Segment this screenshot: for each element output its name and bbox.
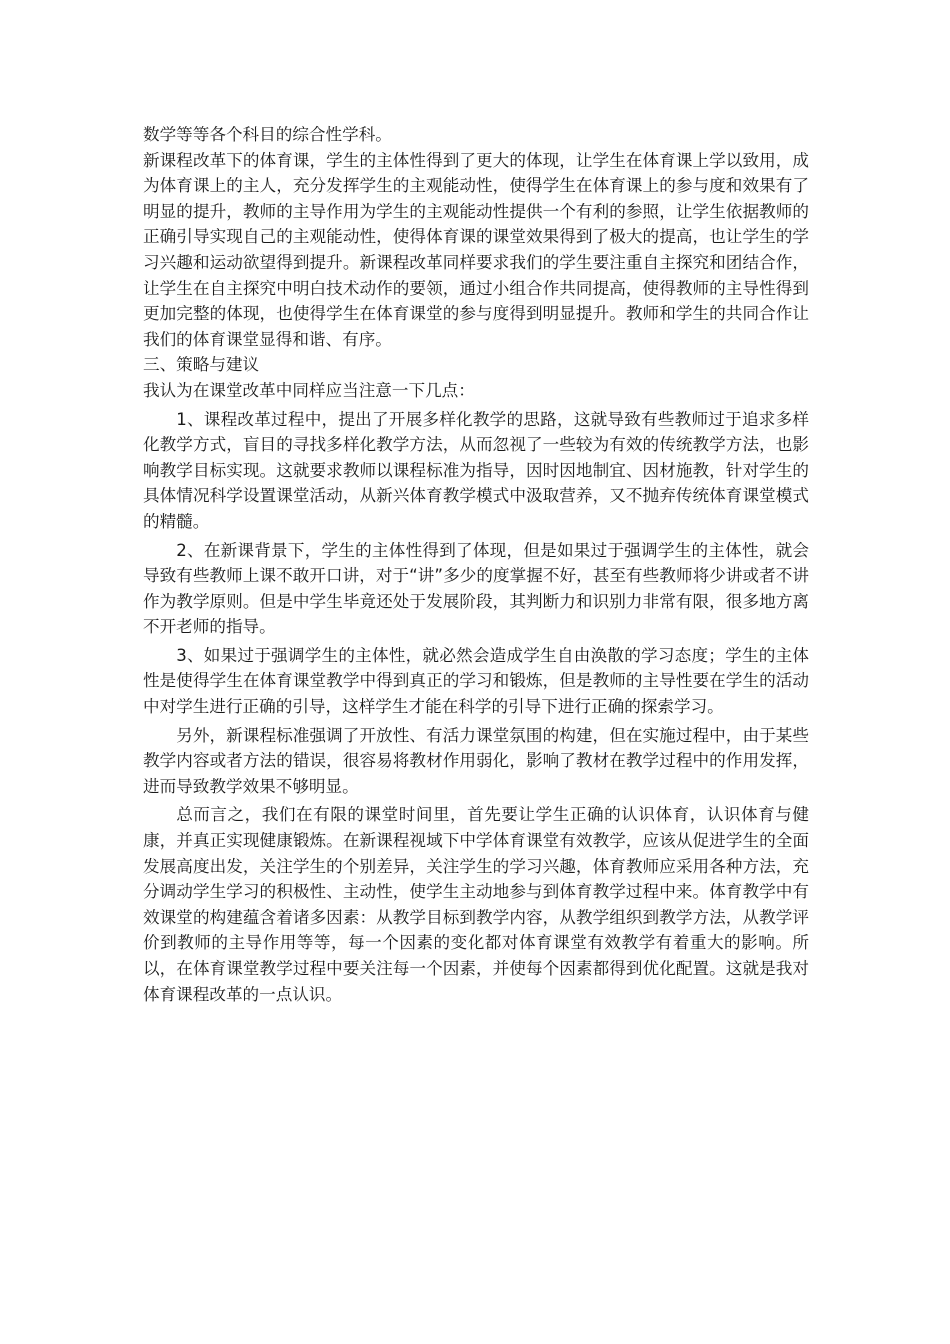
paragraph-point-1: 1、课程改革过程中，提出了开展多样化教学的思路，这就导致有些教师过于追求多样化教学方式，盲目的寻找多样化教学方法，从而忽视了一些较为有效的传统教学方法，也影响教学目标实现。这就要求教师以课程标准为指导，因时因地制宜、因材施教，针对学生的具体情况科学设置课堂活动，从新兴体育教学模式中汲取营养，又不抛弃传统体育课堂模式的精髓。 — [143, 409, 809, 531]
paragraph-continuation: 数学等等各个科目的综合性学科。 — [143, 125, 392, 144]
paragraph-point-2: 2、在新课背景下，学生的主体性得到了体现，但是如果过于强调学生的主体性，就会导致有些教师上课不敢开口讲，对于“讲”多少的度掌握不好，甚至有些教师将少讲或者不讲作为教学原则。但是中学生毕竟还处于发展阶段，其判断力和识别力非常有限，很多地方离不开老师的指导。 — [143, 540, 809, 637]
section-heading-strategy: 三、策略与建议 — [143, 355, 260, 375]
paragraph-intro-points: 我认为在课堂改革中同样应当注意一下几点： — [143, 380, 475, 400]
paragraph-conclusion: 总而言之，我们在有限的课堂时间里，首先要让学生正确的认识体育，认识体育与健康，并真正实现健康锻炼。在新课程视域下中学体育课堂有效教学，应该从促进学生的全面发展高度出发，关注学生的个别差异，关注学生的学习兴趣，体育教师应采用各种方法，充分调动学生学习的积极性、主动性，使学生主动地参与到体育教学过程中来。体育教学中有效课堂的构建蕴含着诸多因素：从教学目标到教学内容，从教学组织到教学方法，从教学评价到教师的主导作用等等，每一个因素的变化都对体育课堂有效教学有着重大的影响。所以，在体育课堂教学过程中要关注每一个因素，并使每个因素都得到优化配置。这就是我对体育课程改革的一点认识。 — [143, 805, 809, 1004]
document-page — [143, 122, 809, 1007]
paragraph-additionally: 另外，新课程标准强调了开放性、有活力课堂氛围的构建，但在实施过程中，由于某些教学内容或者方法的错误，很容易将教材作用弱化，影响了教材在教学过程中的作用发挥，进而导致教学效果不够明显。 — [143, 725, 809, 796]
paragraph-point-3: 3、如果过于强调学生的主体性，就必然会造成学生自由涣散的学习态度；学生的主体性是使得学生在体育课堂教学中得到真正的学习和锻炼，但是教师的主导性要在学生的活动中对学生进行正确的引导，这样学生才能在科学的引导下进行正确的探索学习。 — [143, 645, 809, 717]
paragraph-reform-body: 新课程改革下的体育课，学生的主体性得到了更大的体现，让学生在体育课上学以致用，成为体育课上的主人，充分发挥学生的主观能动性，使得学生在体育课上的参与度和效果有了明显的提升，教师的主导作用为学生的主观能动性提供一个有利的参照，让学生依据教师的正确引导实现自己的主观能动性，使得体育课的课堂效果得到了极大的提高，也让学生的学习兴趣和运动欲望得到提升。新课程改革同样要求我们的学生要注重自主探究和团结合作，让学生在自主探究中明白技术动作的要领，通过小组合作共同提高，使得教师的主导性得到更加完整的体现，也使得学生在体育课堂的参与度得到明显提升。教师和学生的共同合作让我们的体育课堂显得和谐、有序。 — [143, 150, 809, 349]
